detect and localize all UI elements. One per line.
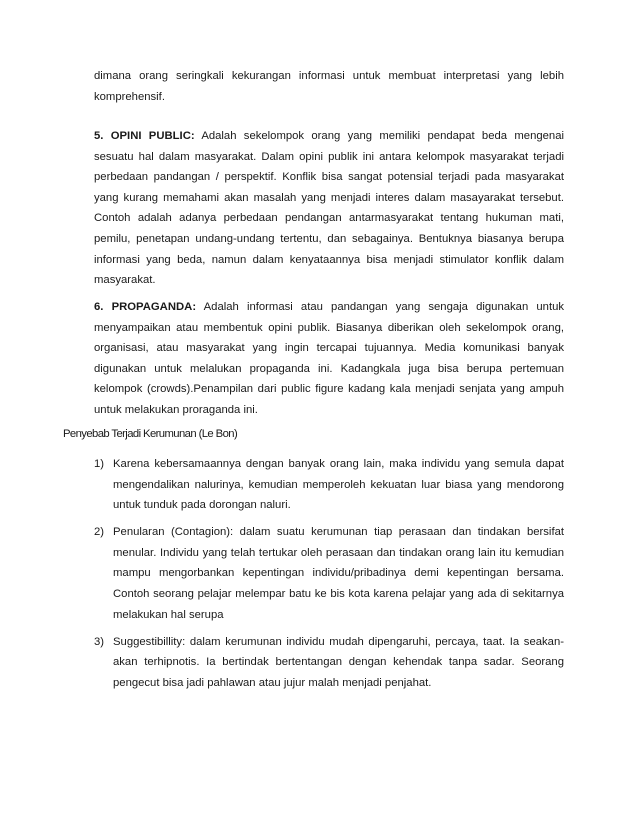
list-number: 3) (94, 635, 105, 648)
section-propaganda (94, 297, 564, 421)
section-text: Adalah informasi atau pandangan yang sengaja digunakan untuk menyampaikan atau membentuk opini publik. Biasanya diberikan oleh sekelompok orang, organisasi, atau masyarakat yang ingin tercapai tujuannya. Media komunikasi banyak digunakan untuk melalukan propaganda ini. Kadangkala juga bisa berupa pertemuan kelompok (crowds).Penampilan dari public figure kadang kala menjadi senjata yang ampuh untuk melakukan proraganda ini. (94, 301, 565, 416)
list-item (63, 632, 564, 694)
list-text: Karena kebersamaannya dengan banyak orang lain, maka individu yang semula dapat mengendalikan nalurinya, kemudian memperoleh kekuatan luar biasa yang mendorong untuk tunduk pada dorongan naluri. (113, 458, 564, 512)
list-number: 2) (94, 526, 105, 539)
section-opini-public (94, 126, 564, 291)
section-heading: Penyebab Terjadi Kerumunan (Le Bon) (63, 428, 238, 440)
list-item (63, 454, 564, 516)
cause-list (63, 454, 564, 700)
list-text: Penularan (Contagion): dalam suatu kerumunan tiap perasaan dan tindakan bersifat menular. Individu yang telah tertukar oleh perasaan dan tindakan orang lain itu kemudian mampu mengorbankan kepentingan individu/pribadinya demi kepentingan bersama. Contoh seorang pelajar melempar batu ke bis kota karena pelajar yang ada di sekitarnya melakukan hal serupa (113, 526, 564, 621)
section-text: Adalah sekelompok orang yang memiliki pendapat beda mengenai sesuatu hal dalam masyarakat. Dalam opini publik ini antara kelompok masyarakat terjadi perbedaan pandangan / perspektif. Konflik bisa sangat potensial terjadi pada masyarakat yang kurang memahami akan masalah yang menjadi interes dalam masayarakat tersebut. Contoh adalah adanya perbedaan pendangan antarmasyarakat tentang hukuman mati, pemilu, penetapan undang-undang tertentu, dan sebagainya. Bentuknya biasanya berupa informasi yang beda, namun dalam kenyataannya bisa menjadi stimulator konflik dalam masyarakat. (94, 130, 564, 287)
section-title: 5. OPINI PUBLIC: (94, 130, 195, 142)
list-item (63, 522, 564, 625)
list-text: Suggestibillity: dalam kerumunan individu mudah dipengaruhi, percaya, taat. Ia seakan-akan terhipnotis. Ia bertindak bertentangan dengan kehendak tanpa sadar. Seorang pengecut bisa jadi pahlawan atau jujur malah menjadi penjahat. (113, 635, 564, 689)
intro-paragraph (94, 66, 564, 107)
list-number: 1) (94, 458, 105, 470)
intro-text: dimana orang seringkali kekurangan informasi untuk membuat interpretasi yang lebih komprehensif. (94, 70, 564, 103)
section-title: 6. PROPAGANDA: (94, 301, 197, 313)
